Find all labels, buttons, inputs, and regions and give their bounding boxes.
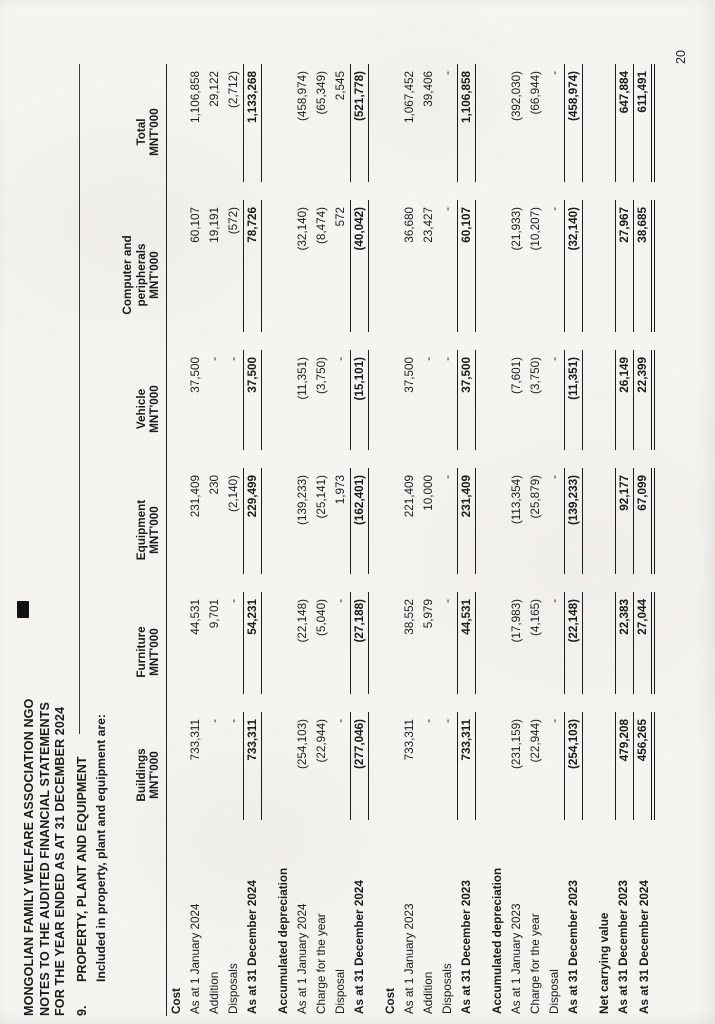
table-row [476, 64, 507, 1016]
value-cell [583, 350, 614, 468]
page-number: 20 [674, 50, 688, 65]
value-cell: 1,106,858 [189, 71, 203, 123]
value-cell [262, 592, 293, 712]
value-cell: 44,531 [189, 599, 203, 635]
document-header [22, 0, 69, 1016]
value-cell: - [227, 357, 241, 361]
table-row [331, 64, 350, 1016]
value-cell: - [548, 71, 562, 75]
table-row [438, 64, 457, 1016]
value-cell: (25,141) [315, 475, 329, 519]
value-cell: (65,349) [315, 71, 329, 115]
row-label: As at 31 December 2023 [567, 880, 581, 1014]
value-cell [167, 200, 187, 350]
row-label: Cost [384, 988, 398, 1014]
row-label: Disposals [441, 963, 455, 1014]
value-cell: 1,973 [334, 475, 348, 505]
value-cell [369, 350, 400, 468]
row-label: Accumulated depreciation [277, 867, 291, 1014]
value-cell: 479,208 [614, 712, 633, 838]
value-cell: 611,491 [633, 64, 655, 200]
value-cell: - [334, 357, 348, 361]
value-cell [369, 592, 400, 712]
value-cell: - [441, 71, 455, 75]
row-label: As at 1 January 2023 [510, 903, 524, 1014]
value-cell: (162,401) [350, 468, 369, 592]
row-label: Accumulated depreciation [491, 867, 505, 1014]
value-cell: 27,967 [614, 200, 633, 350]
value-cell [167, 468, 187, 592]
notes-title: NOTES TO THE AUDITED FINANCIAL STATEMENTS [37, 701, 52, 1016]
value-cell [262, 350, 293, 468]
value-cell: (3,750) [529, 357, 543, 395]
value-cell [369, 712, 400, 838]
value-cell [476, 712, 507, 838]
value-cell: (10,207) [529, 207, 543, 251]
value-cell: (11,351) [564, 350, 583, 468]
value-cell: 733,311 [189, 719, 203, 761]
value-cell: (32,140) [296, 207, 310, 251]
value-cell: (2,140) [227, 475, 241, 513]
section-heading [75, 64, 89, 1016]
table-row [350, 64, 369, 1016]
column-header-empty [121, 838, 167, 1016]
row-label: Charge for the year [315, 913, 329, 1014]
table-body [167, 64, 656, 1016]
value-cell: (139,233) [564, 468, 583, 592]
value-cell: (32,140) [564, 200, 583, 350]
ppe-table [121, 64, 655, 1016]
value-cell: - [441, 475, 455, 479]
table-row [167, 64, 187, 1016]
row-label: As at 31 December 2024 [637, 880, 651, 1014]
value-cell: (21,933) [510, 207, 524, 251]
value-cell: (5,040) [315, 599, 329, 637]
value-cell: - [208, 357, 222, 361]
row-label: Net carrying value [598, 912, 612, 1014]
value-cell [369, 200, 400, 350]
value-cell: (40,042) [350, 200, 369, 350]
value-cell: 221,409 [403, 475, 417, 518]
value-cell: 22,399 [633, 350, 655, 468]
value-cell: 78,726 [243, 200, 262, 350]
table-row [633, 64, 655, 1016]
section-title: PROPERTY, PLANT AND EQUIPMENT [74, 756, 89, 982]
value-cell: 37,500 [403, 357, 417, 393]
value-cell: (392,030) [510, 71, 524, 122]
value-cell: (22,148) [564, 592, 583, 712]
value-cell: 230 [208, 475, 222, 495]
value-cell [167, 592, 187, 712]
value-cell [476, 468, 507, 592]
value-cell: - [548, 599, 562, 603]
value-cell: (3,750) [315, 357, 329, 395]
table-row [507, 64, 526, 1016]
table-row [545, 64, 564, 1016]
table-row [564, 64, 583, 1016]
value-cell: 1,067,452 [403, 71, 417, 123]
value-cell [583, 712, 614, 838]
value-cell: 1,133,268 [243, 64, 262, 200]
value-cell: 733,311 [403, 719, 417, 761]
value-cell: 54,231 [243, 592, 262, 712]
value-cell [167, 712, 187, 838]
value-cell [476, 64, 507, 200]
column-header: Furniture MNT'000 [121, 592, 167, 712]
period-line: FOR THE YEAR ENDED AS AT 31 DECEMBER 2024 [53, 706, 68, 1016]
value-cell [583, 468, 614, 592]
value-cell: 10,000 [422, 475, 436, 511]
value-cell: - [548, 207, 562, 211]
row-label: As at 31 December 2023 [617, 880, 631, 1014]
value-cell: (15,101) [350, 350, 369, 468]
column-header: Total MNT'000 [121, 64, 167, 200]
table-row [186, 64, 205, 1016]
value-cell: (22,148) [296, 599, 310, 643]
value-cell: 37,500 [189, 357, 203, 393]
value-cell [262, 64, 293, 200]
value-cell: (22,944) [529, 719, 543, 763]
column-header: Equipment MNT'000 [121, 468, 167, 592]
table-row [400, 64, 419, 1016]
value-cell [167, 64, 187, 200]
value-cell: 23,427 [422, 207, 436, 243]
intro-text: Included in property, plant and equipment are: [93, 714, 108, 982]
value-cell: (458,974) [564, 64, 583, 200]
row-label: Charge for the year [529, 913, 543, 1014]
value-cell: (4,165) [529, 599, 543, 637]
value-cell: 37,500 [457, 350, 476, 468]
table-row [293, 64, 312, 1016]
value-cell: 38,685 [633, 200, 655, 350]
table-row [262, 64, 293, 1016]
value-cell: 27,044 [633, 592, 655, 712]
value-cell: 229,499 [243, 468, 262, 592]
value-cell: 5,979 [422, 599, 436, 629]
column-header: Vehicle MNT'000 [121, 350, 167, 468]
scan-artifact-mark [17, 601, 29, 618]
table-row [583, 64, 614, 1016]
value-cell: 19,191 [208, 207, 222, 243]
row-label: Addition [422, 971, 436, 1014]
value-cell [167, 350, 187, 468]
value-cell: - [227, 599, 241, 603]
value-cell: (22,944) [315, 719, 329, 763]
value-cell: - [548, 357, 562, 361]
value-cell: 37,500 [243, 350, 262, 468]
value-cell: - [422, 719, 436, 723]
value-cell: - [548, 719, 562, 723]
value-cell: 733,311 [243, 712, 262, 838]
column-header: Buildings MNT'000 [121, 712, 167, 838]
table-row [614, 64, 633, 1016]
value-cell: 60,107 [457, 200, 476, 350]
value-cell: 60,107 [189, 207, 203, 243]
column-header: Computer and peripherals MNT'000 [121, 200, 167, 350]
value-cell [476, 200, 507, 350]
table-row [526, 64, 545, 1016]
row-label: As at 1 January 2023 [403, 903, 417, 1014]
value-cell [369, 468, 400, 592]
value-cell: (254,103) [564, 712, 583, 838]
row-label: As at 31 December 2023 [460, 880, 474, 1014]
table-row [205, 64, 224, 1016]
value-cell [476, 350, 507, 468]
value-cell: 67,099 [633, 468, 655, 592]
value-cell: - [334, 599, 348, 603]
value-cell: - [441, 357, 455, 361]
table-row [224, 64, 243, 1016]
row-label: As at 1 January 2024 [189, 903, 203, 1014]
section-rule-line [79, 64, 80, 734]
row-label: Disposals [227, 963, 241, 1014]
value-cell [369, 64, 400, 200]
value-cell: 231,409 [189, 475, 203, 518]
value-cell: (27,188) [350, 592, 369, 712]
value-cell: 36,680 [403, 207, 417, 243]
value-cell: (113,354) [510, 475, 524, 525]
table-header-row [121, 64, 167, 1016]
table-row [369, 64, 400, 1016]
table-row [419, 64, 438, 1016]
value-cell: 2,545 [334, 71, 348, 101]
value-cell: 44,531 [457, 592, 476, 712]
org-name: MONGOLIAN FAMILY WELFARE ASSOCIATION NGO [22, 698, 36, 1016]
value-cell: - [441, 719, 455, 723]
value-cell: - [422, 357, 436, 361]
value-cell: 647,884 [614, 64, 633, 200]
value-cell [583, 64, 614, 200]
value-cell: (2,712) [227, 71, 241, 109]
value-cell: - [548, 475, 562, 479]
value-cell: 39,406 [422, 71, 436, 107]
value-cell: (7,601) [510, 357, 524, 395]
value-cell [262, 712, 293, 838]
row-label: As at 31 December 2024 [246, 880, 260, 1014]
value-cell: (8,474) [315, 207, 329, 245]
value-cell: (11,351) [296, 357, 310, 400]
value-cell [262, 200, 293, 350]
value-cell: (17,983) [510, 599, 524, 643]
row-label: Disposal [334, 969, 348, 1014]
section-number: 9. [74, 1005, 89, 1016]
table-row [243, 64, 262, 1016]
value-cell: - [208, 719, 222, 723]
value-cell [476, 592, 507, 712]
value-cell [262, 468, 293, 592]
row-label: As at 1 January 2024 [296, 903, 310, 1014]
value-cell: (277,046) [350, 712, 369, 838]
row-label: Addition [208, 971, 222, 1014]
value-cell: - [441, 599, 455, 603]
value-cell: (458,974) [296, 71, 310, 122]
value-cell: (572) [227, 207, 241, 235]
value-cell: 9,701 [208, 599, 222, 629]
table-row [457, 64, 476, 1016]
value-cell [583, 200, 614, 350]
value-cell: 22,383 [614, 592, 633, 712]
value-cell: 92,177 [614, 468, 633, 592]
value-cell: (231,159) [510, 719, 524, 770]
row-label: As at 31 December 2024 [353, 880, 367, 1014]
value-cell: - [227, 719, 241, 723]
value-cell: 26,149 [614, 350, 633, 468]
value-cell: (25,879) [529, 475, 543, 519]
value-cell: 733,311 [457, 712, 476, 838]
value-cell: - [441, 207, 455, 211]
value-cell: 29,122 [208, 71, 222, 107]
value-cell: 1,106,858 [457, 64, 476, 200]
value-cell: 572 [334, 207, 348, 227]
value-cell: 231,409 [457, 468, 476, 592]
row-label: Disposal [548, 969, 562, 1014]
value-cell: (139,233) [296, 475, 310, 526]
table-row [312, 64, 331, 1016]
value-cell: - [334, 719, 348, 723]
value-cell: (66,944) [529, 71, 543, 115]
value-cell: 456,265 [633, 712, 655, 838]
value-cell: (254,103) [296, 719, 310, 770]
value-cell: 38,552 [403, 599, 417, 635]
row-label: Cost [170, 988, 184, 1014]
value-cell: (521,778) [350, 64, 369, 200]
value-cell [583, 592, 614, 712]
